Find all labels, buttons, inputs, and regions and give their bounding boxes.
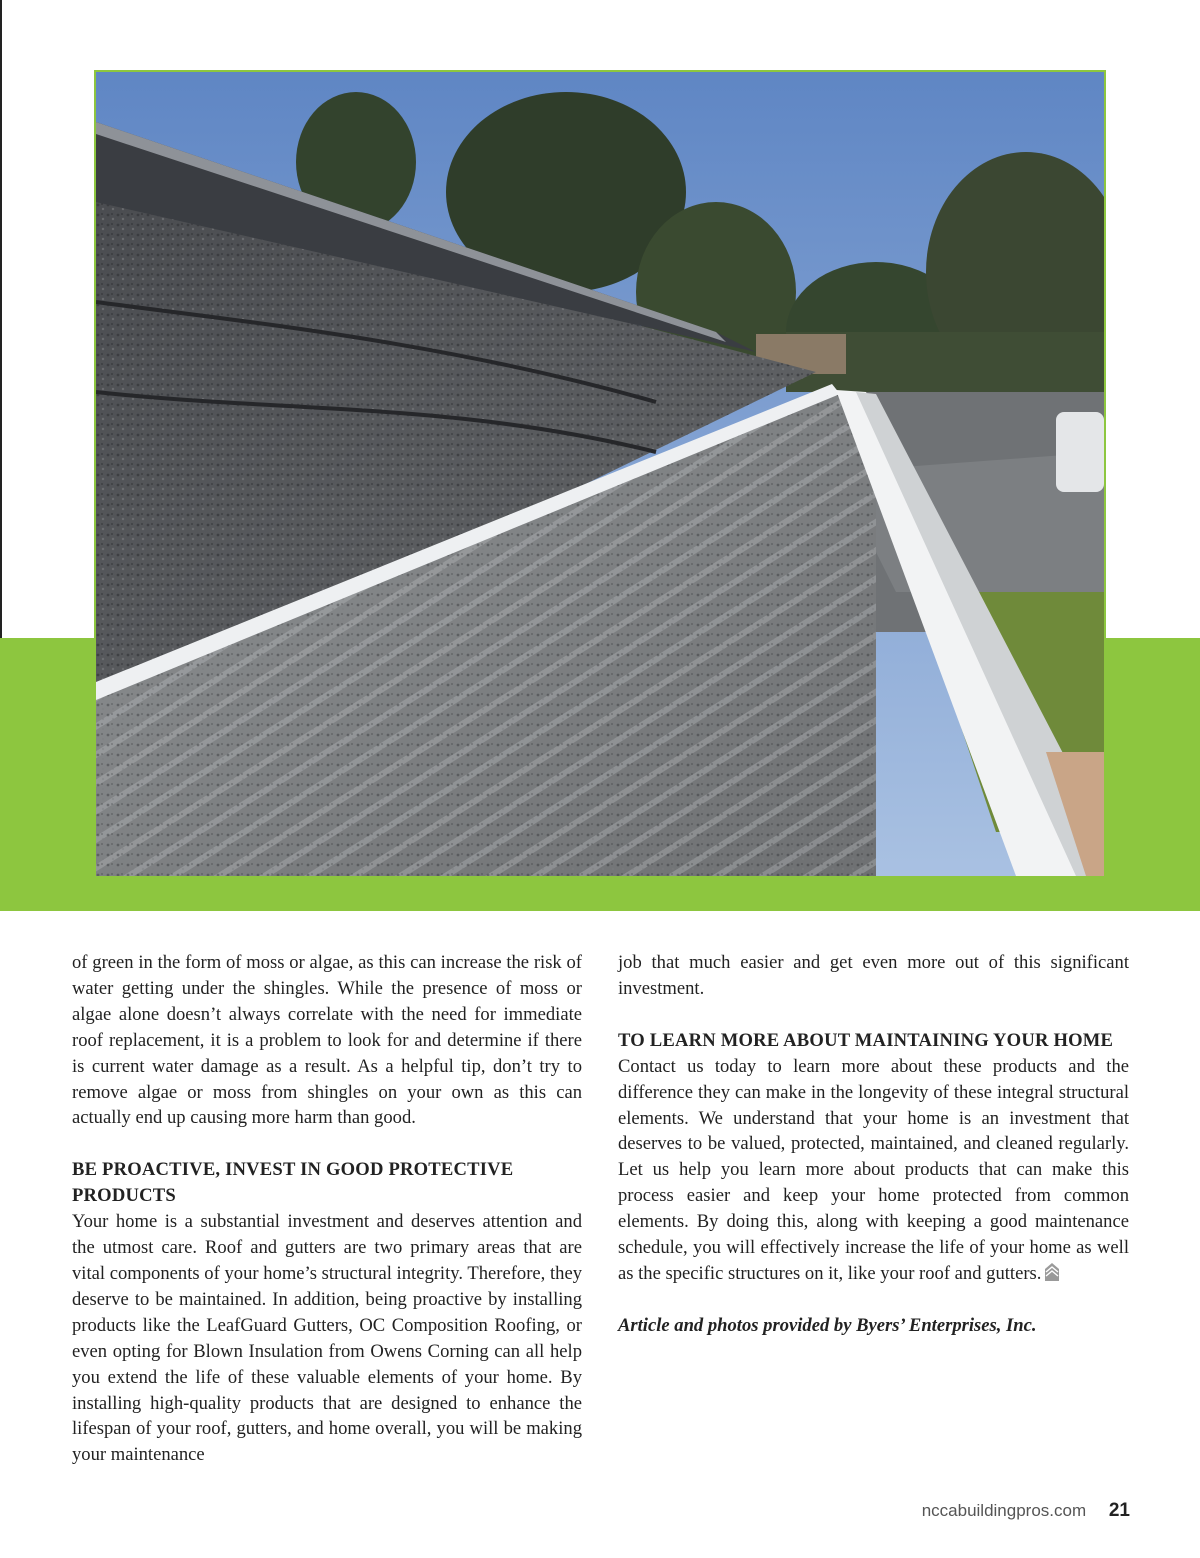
left-text-column <box>72 950 582 1468</box>
end-mark-icon <box>1045 1263 1059 1281</box>
section-heading-learn-more: TO LEARN MORE ABOUT MAINTAINING YOUR HOME <box>618 1029 1114 1051</box>
right-text-column <box>618 950 1129 1339</box>
article-credit: Article and photos provided by Byers’ Enterprises, Inc. <box>618 1314 1037 1336</box>
right-paragraph-1: job that much easier and get even more out of this significant investment. <box>618 952 1129 999</box>
section-heading-be-proactive: BE PROACTIVE, INVEST IN GOOD PROTECTIVE PRODUCTS <box>72 1159 514 1207</box>
left-paragraph-1: of green in the form of moss or algae, as this can increase the risk of water getting under the shingles. While the presence of moss or algae alone doesn’t always correlate with the need for immediate roof replacement, it is a problem to look for and determine if there is current water damage as a result. As a helpful tip, don’t try to remove algae or moss from shingles on your own as this can actually end up causing more harm than good. <box>72 952 582 1129</box>
page-footer <box>922 1500 1130 1522</box>
left-edge-rule <box>0 0 2 640</box>
right-paragraph-2: Contact us today to learn more about these products and the difference they can make in the longevity of these integral structural elements. We understand that your home is an investment that deserves to be valued, protected, maintained, and cleaned regularly. Let us help you learn more about products that can make this process easier and keep your home protected from common elements. By doing this, along with keeping a good maintenance schedule, you will effectively increase the life of your home as well as the specific structures on it, like your roof and gutters. <box>618 1055 1129 1284</box>
right-paragraph-2-wrap <box>618 1054 1129 1287</box>
footer-website: nccabuildingpros.com <box>921 1501 1087 1520</box>
page-number: 21 <box>1108 1500 1130 1521</box>
roof-gutter-illustration <box>96 72 1104 876</box>
left-paragraph-2: Your home is a substantial investment and deserves attention and the utmost care. Roof and gutters are two primary areas that are vital components of your home’s structural integrity. Therefore, they deserve to be maintained. In addition, being proactive by installing products like the LeafGuard Gutters, OC Composition Roofing, or even opting for Blown Insulation from Owens Corning can all help you extend the life of these valuable elements of your home. By installing high-quality products that are designed to enhance the lifespan of your roof, gutters, and home overall, you will be making your maintenance <box>72 1211 582 1466</box>
roof-gutter-photo <box>94 70 1106 878</box>
